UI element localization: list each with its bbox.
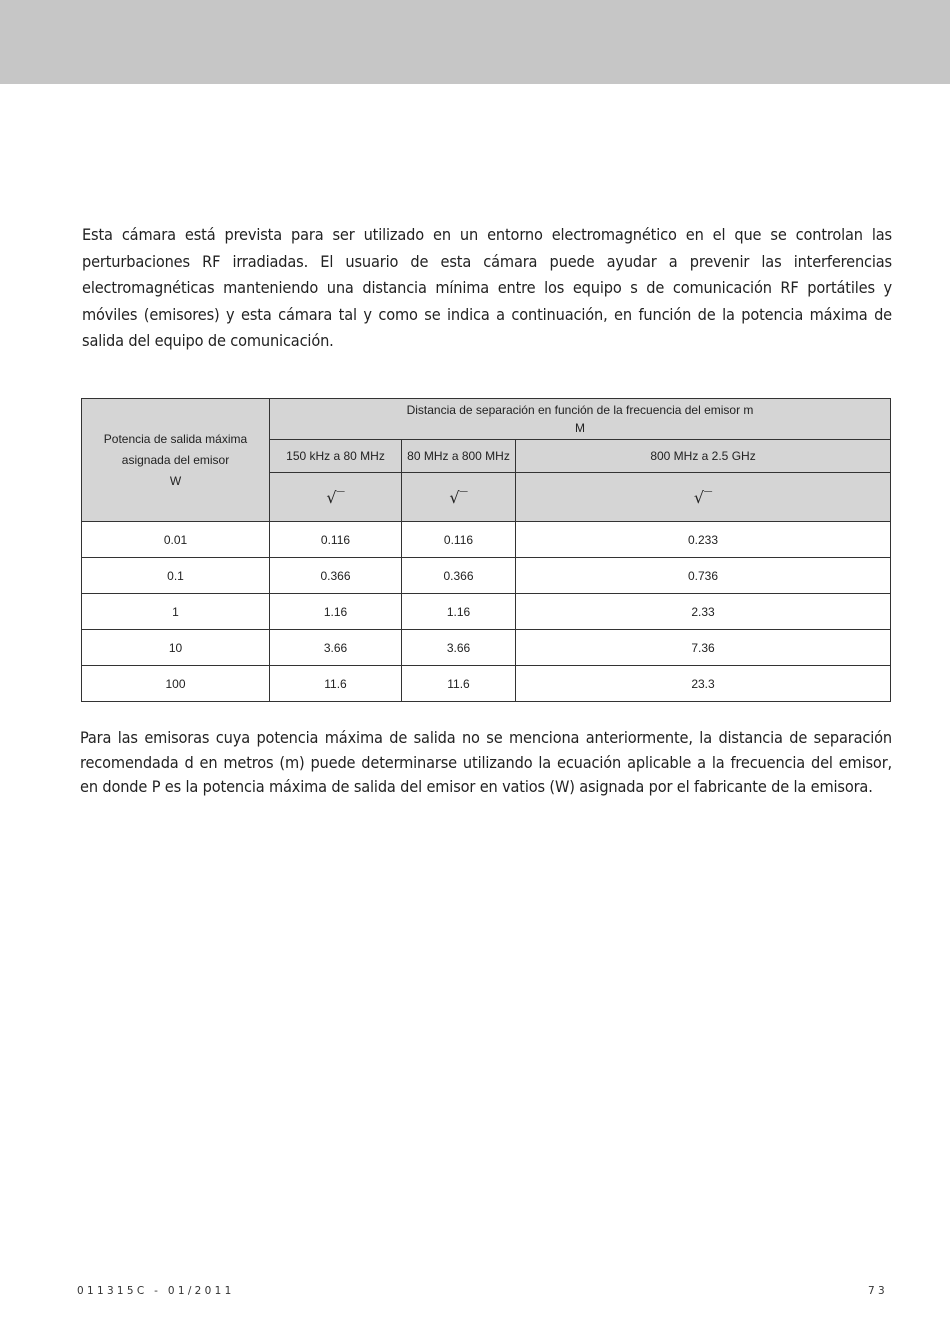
table-row — [82, 522, 891, 558]
band-header-3: 800 MHz a 2.5 GHz — [516, 440, 891, 473]
table-row — [82, 666, 891, 702]
band-header-2: 80 MHz a 800 MHz — [402, 440, 516, 473]
distance-cell-band2: 3.66 — [402, 630, 516, 666]
power-cell: 10 — [82, 630, 270, 666]
power-cell: 0.01 — [82, 522, 270, 558]
distance-cell-band2: 0.366 — [402, 558, 516, 594]
distance-cell-band2: 0.116 — [402, 522, 516, 558]
footer-page-number: 73 — [868, 1285, 888, 1297]
power-header-unit: W — [169, 473, 182, 488]
table-row — [82, 630, 891, 666]
header-band — [0, 0, 950, 84]
distance-cell-band3: 7.36 — [516, 630, 891, 666]
distance-header-unit: M — [575, 421, 585, 435]
power-cell: 100 — [82, 666, 270, 702]
power-cell: 0.1 — [82, 558, 270, 594]
outro-paragraph: Para las emisoras cuya potencia máxima de salida no se menciona anteriormente, la distancia de separación recomendada d en metros (m) puede determinarse utilizando la ecuación aplicable a la frecuencia del emisor, en donde P es la potencia máxima de salida del emisor en vatios (W) asignada por el fabricante de la emisora. — [80, 728, 892, 796]
power-header-cell — [82, 399, 270, 522]
distance-cell-band2: 11.6 — [402, 666, 516, 702]
formula-cell-1: √‾ — [270, 473, 402, 522]
distance-cell-band1: 11.6 — [270, 666, 402, 702]
distance-cell-band3: 2.33 — [516, 594, 891, 630]
distance-cell-band3: 0.233 — [516, 522, 891, 558]
power-header-line1: Potencia de salida máxima — [103, 431, 248, 446]
distance-cell-band3: 23.3 — [516, 666, 891, 702]
formula-cell-2: √‾ — [402, 473, 516, 522]
distance-cell-band2: 1.16 — [402, 594, 516, 630]
band-header-1: 150 kHz a 80 MHz — [270, 440, 402, 473]
footer-doc-code: 011315C - 01/2011 — [77, 1285, 235, 1297]
table-row — [82, 594, 891, 630]
formula-cell-3: √‾ — [516, 473, 891, 522]
power-header-line2: asignada del emisor — [121, 452, 230, 467]
distance-cell-band1: 0.366 — [270, 558, 402, 594]
power-cell: 1 — [82, 594, 270, 630]
distance-header-cell — [270, 399, 891, 440]
distance-cell-band1: 1.16 — [270, 594, 402, 630]
distance-cell-band1: 3.66 — [270, 630, 402, 666]
intro-paragraph: Esta cámara está prevista para ser utilizado en un entorno electromagnético en el que se controlan las perturbaciones RF irradiadas. El usuario de esta cámara puede ayudar a prevenir las interferencias electromagnéticas manteniendo una distancia mínima entre los equipo s de comunicación RF portátiles y móviles (emisores) y esta cámara tal y como se indica a continuación, en función de la potencia máxima de salida del equipo de comunicación. — [82, 225, 892, 351]
table-row — [82, 558, 891, 594]
distance-cell-band3: 0.736 — [516, 558, 891, 594]
separation-distance-table — [81, 398, 891, 702]
distance-cell-band1: 0.116 — [270, 522, 402, 558]
distance-header-line1: Distancia de separación en función de la frecuencia del emisor m — [406, 403, 754, 417]
